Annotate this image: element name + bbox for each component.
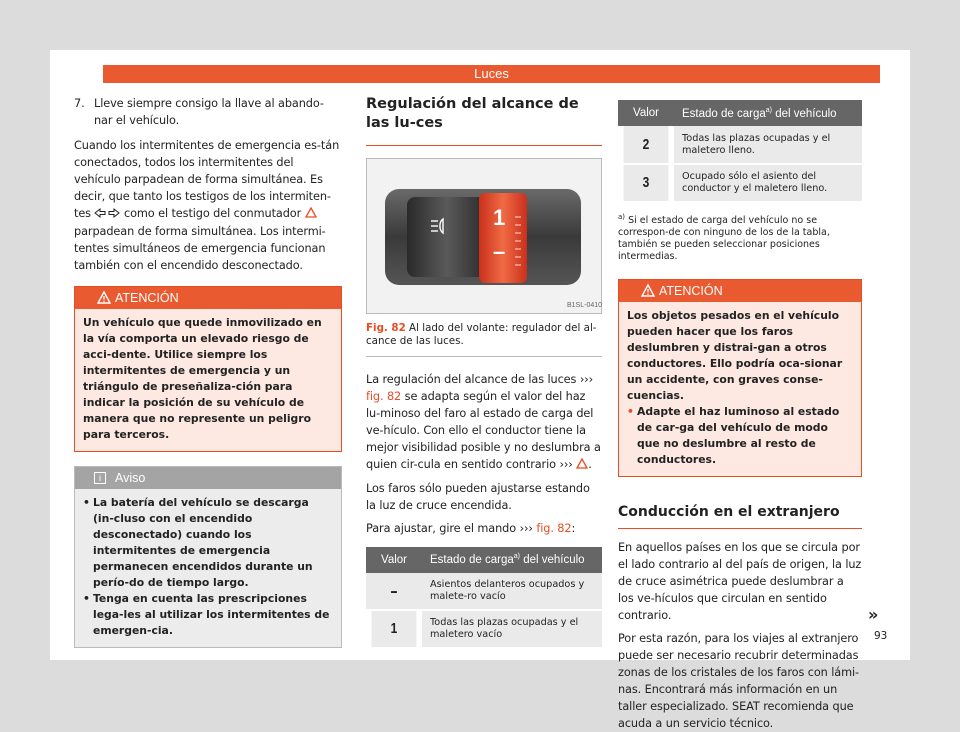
col-header-valor: Valor [366, 547, 422, 573]
paragraph-abroad-2: Por esta razón, para los viajes al extranjero puede ser necesario recubrir determinadas zonas de los cristales de los faros con lámi-nas. Encontrará más información en un taller especializado. SEAT recomienda que acuda a un servicio técnico. [618, 632, 860, 731]
note-bullet: • La batería del vehículo se descarga (in-cluso con el encendido desconectado) cuando los intermitentes de emergencia permanecen encendidos durante un perío-do de tiempo largo. [83, 495, 333, 591]
text: : [571, 521, 576, 535]
paragraph-abroad-1: En aquellos países en los que se circula por el lado contrario al del país de origen, la luz de cruce asimétrica puede deslumbrar a los ve-hículos que circulan en sentido contrario. [618, 541, 862, 623]
text: Para ajustar, gire el mando [366, 521, 517, 535]
warning-bullet: • Adapte el haz luminoso al estado de car-ga del vehículo de modo que no deslumbre al resto de conductores. [627, 404, 853, 468]
list-number: 7. [74, 97, 85, 110]
table-row [366, 573, 602, 610]
table-header-row [618, 100, 862, 126]
note-bullet-text: Tenga en cuenta las prescripciones lega-les al utilizar los intermitentes de emergen-cia. [93, 591, 330, 637]
headlight-range-dial-illustration [367, 159, 601, 313]
warning-triangle-icon [305, 206, 317, 223]
cell-estado: Todas las plazas ocupadas y el maletero lleno. [674, 126, 862, 164]
page-number: 93 [874, 630, 888, 642]
paragraph-adjust [366, 520, 602, 537]
column-right [618, 100, 862, 732]
hazard-text-b: como el testigo del conmutador [123, 207, 302, 220]
list-item-7 [74, 95, 342, 129]
cell-valor: 1 [372, 610, 417, 648]
section-heading: Conducción en el extranjero [618, 501, 862, 529]
footnote-mark: a) [618, 213, 626, 221]
warning-triangle-icon [97, 287, 111, 316]
next-page-icon[interactable]: » [868, 605, 879, 624]
figure-82 [366, 158, 602, 314]
turn-signal-icon [94, 206, 120, 223]
note-body [75, 489, 341, 647]
dial-label-1: 1 [493, 205, 506, 230]
list-text: Lleve siempre consigo la llave al abando-nar el vehículo. [94, 97, 324, 127]
section-heading: Regulación del alcance de las lu-ces [366, 96, 579, 131]
warning-triangle-icon [641, 280, 655, 309]
text: La regulación del alcance de las luces [366, 373, 577, 386]
col-header-valor: Valor [618, 100, 674, 126]
table-row [366, 610, 602, 648]
warning-text: Un vehículo que quede inmovilizado en la vía comporta un elevado riesgo de acci-dente. Utilice siempre los intermitentes de emergencia y un triángulo de preseñaliza-ción para indicar la posición de su vehículo de manera que no represente un peligro para terceros. [75, 309, 341, 451]
cross-ref-arrow: ››› [559, 458, 573, 471]
warning-box [618, 279, 862, 477]
table-row [618, 164, 862, 202]
hazard-text-c: parpadean de forma simultánea. Los intermi-tentes simultáneos de emergencia funcionan también con el encendido desconectado. [74, 224, 326, 272]
info-icon: i [94, 472, 106, 484]
warning-triangle-icon[interactable] [576, 457, 588, 474]
text: se adapta según el valor del haz lu-minoso del faro al estado de carga del ve-hículo. Con ello el conductor tiene la mejor visibilidad posible y no deslumbra a quien cir-cula en sentido contrario [366, 390, 601, 471]
note-bullet-text: La batería del vehículo se descarga (in-cluso con el encendido desconectado) cuando los intermitentes de emergencia permanecen encendidos durante un perío-do de tiempo largo. [93, 495, 313, 589]
section-header: Luces [103, 65, 880, 83]
load-table-continued [618, 100, 862, 203]
note-header [75, 467, 341, 489]
column-middle [366, 95, 602, 649]
warning-title: ATENCIÓN [115, 290, 179, 305]
warning-bullet-text: Adapte el haz luminoso al estado de car-ga del vehículo de modo que no deslumbre al resto de conductores. [637, 405, 840, 467]
cell-estado: Todas las plazas ocupadas y el maletero vacío [422, 610, 602, 648]
cross-ref-arrow: ››› [519, 521, 533, 535]
cross-ref-arrow: ››› [579, 373, 594, 386]
section-heading-wrap [366, 95, 602, 146]
cell-estado: Asientos delanteros ocupados y malete-ro vacío [422, 573, 602, 610]
caption-text: Al lado del volante: regulador del al-cance de las luces. [366, 322, 597, 347]
hazard-text-a: Cuando los intermitentes de emergencia es-tán conectados, todos los intermitentes del vehículo parpadean de forma simultánea. Es decir, que tanto los testigos de los intermiten-tes [74, 139, 340, 220]
col-header-estado: Estado de carga$^{a)}$ del vehículo [674, 100, 862, 126]
figure-link[interactable]: fig. 82 [366, 390, 402, 403]
cell-estado: Ocupado sólo el asiento del conductor y el maletero lleno. [674, 164, 862, 202]
warning-box [74, 286, 342, 452]
warning-header [75, 287, 341, 309]
column-left [74, 95, 342, 648]
warning-text: Los objetos pesados en el vehículo pueden hacer que los faros deslumbren y distrai-gan a otros conductores. Ello podría oca-sionar un accidente, con graves conse-cuencias. [627, 309, 843, 403]
paragraph-low-beam: Los faros sólo pueden ajustarse estando la luz de cruce encendida. [366, 481, 590, 512]
cell-valor: 2 [624, 126, 669, 164]
note-bullet: • Tenga en cuenta las prescripciones lega-les al utilizar los intermitentes de emergen-cia. [83, 591, 333, 639]
cell-valor: 3 [624, 164, 669, 202]
paragraph-regulation: La regulación del alcance de las luces ››› fig. 82 se adapta según el valor del haz lu-minoso del faro al estado de carga del ve-hículo. Con ello el conductor tiene la mejor visibilidad posible y no deslumbra a quien cir-cula en sentido contrario ››› . [366, 371, 602, 474]
manual-page [50, 50, 910, 731]
col-header-estado: Estado de carga$^{a)}$ del vehículo [422, 547, 602, 573]
caption-label: Fig. 82 [366, 322, 406, 334]
table-row [618, 126, 862, 164]
table-header-row [366, 547, 602, 573]
figure-code: B1SL-0410 [567, 302, 603, 309]
cell-valor: – [366, 573, 422, 610]
warning-body [619, 302, 861, 476]
warning-title: ATENCIÓN [659, 284, 723, 299]
figure-caption [366, 322, 602, 357]
hazard-paragraph [74, 137, 342, 274]
footnote-text: Si el estado de carga del vehículo no se correspon-de con ninguno de los de la tabla, también se pueden seleccionar posiciones intermedias. [618, 215, 830, 263]
warning-header [619, 280, 861, 302]
note-box [74, 466, 342, 648]
figure-link[interactable]: fig. 82 [536, 521, 572, 535]
load-table [366, 547, 602, 649]
table-footnote [618, 211, 862, 263]
note-title: Aviso [115, 470, 146, 485]
dial-label-dash: – [493, 239, 506, 264]
